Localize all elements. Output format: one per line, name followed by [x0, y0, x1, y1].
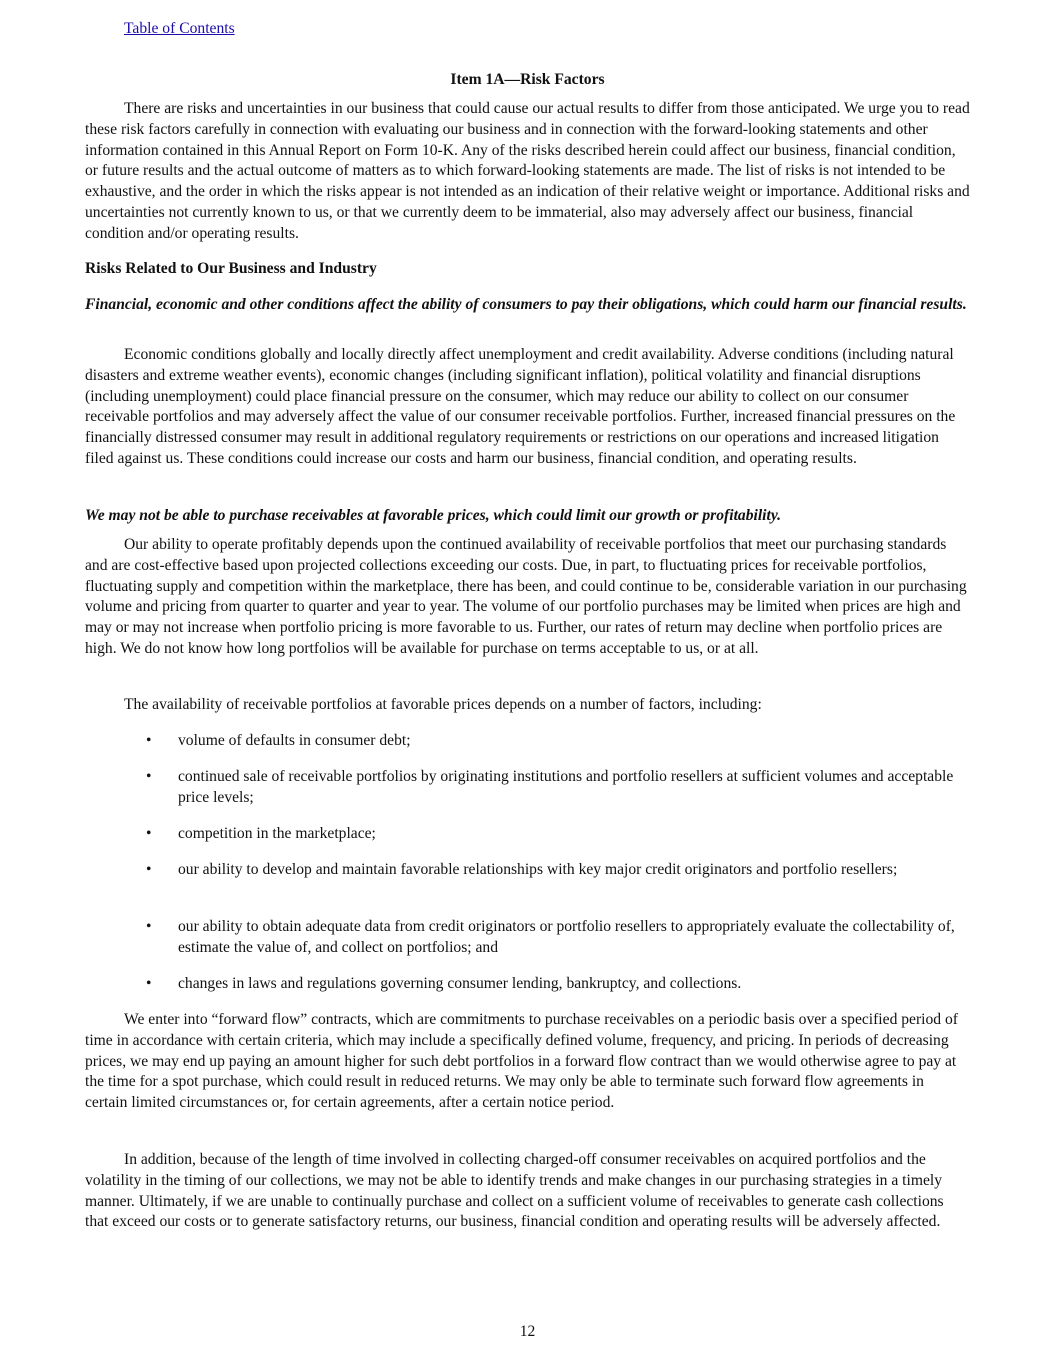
- subheading-business-industry: Risks Related to Our Business and Industry: [85, 260, 377, 277]
- factors-intro: The availability of receivable portfolios at favorable prices depends on a number of factors, including:: [124, 696, 762, 713]
- list-item-text: our ability to obtain adequate data from credit originators or portfolio resellers to appropriately evaluate the collectability of, estimate the value of, and collect on portfolios; and: [178, 918, 955, 956]
- list-item-text: volume of defaults in consumer debt;: [178, 732, 411, 749]
- list-item: [85, 974, 970, 995]
- table-of-contents-link[interactable]: Table of Contents: [124, 20, 235, 37]
- bullet-icon: •: [146, 861, 152, 878]
- bullet-icon: •: [146, 975, 152, 992]
- bullet-icon: •: [146, 768, 152, 785]
- risk-heading-economic-conditions: Financial, economic and other conditions affect the ability of consumers to pay their obligations, which could harm our financial results.: [85, 296, 967, 313]
- intro-paragraph: There are risks and uncertainties in our business that could cause our actual results to differ from those anticipated. We urge you to read these risk factors carefully in connection with evaluating our business and in connection with the forward-looking statements and other information contained in this Annual Report on Form 10-K. Any of the risks described herein could affect our business, financial condition, or future results and the actual outcome of matters as to which forward-looking statements are made. The list of risks is not intended to be exhaustive, and the order in which the risks appear is not intended as an indication of their relative weight or importance. Additional risks and uncertainties not currently known to us, or that we currently deem to be immaterial, also may adversely affect our business, financial condition and/or operating results.: [85, 100, 970, 242]
- bullet-icon: •: [146, 732, 152, 749]
- list-item-text: competition in the marketplace;: [178, 825, 376, 842]
- list-item-text: our ability to develop and maintain favorable relationships with key major credit originators and portfolio resellers;: [178, 861, 898, 878]
- risk-body-economic-conditions: Economic conditions globally and locally directly affect unemployment and credit availability. Adverse conditions (including natural disasters and extreme weather events), economic changes (including significant inflation), political volatility and financial disruptions (including unemployment) could place financial pressure on the consumer, which may reduce our ability to collect on our consumer receivable portfolios and may adversely affect the value of our consumer receivable portfolios. Further, increased financial pressures on the financially distressed consumer may result in additional regulatory requirements or restrictions on our operations and increased litigation filed against us. These conditions could increase our costs and harm our business, financial condition, and operating results.: [85, 346, 956, 467]
- addition-paragraph: In addition, because of the length of time involved in collecting charged-off consumer receivables on acquired portfolios and the volatility in the timing of our collections, we may not be able to identify trends and make changes in our purchasing strategies in a timely manner. Ultimately, if we are unable to continually purchase and collect on a sufficient volume of receivables to generate cash collections that exceed our costs or to generate satisfactory returns, our business, financial condition and operating results will be adversely affected.: [85, 1151, 944, 1231]
- forward-flow-paragraph: We enter into “forward flow” contracts, which are commitments to purchase receivables on a periodic basis over a specified period of time in accordance with certain criteria, which may include a specifically defined volume, frequency, and pricing. In periods of decreasing prices, we may end up paying an amount higher for such debt portfolios in a forward flow contract than we would otherwise agree to pay at the time for a spot purchase, which could result in reduced returns. We may only be able to terminate such forward flow agreements in certain limited circumstances or, for certain agreements, after a certain notice period.: [85, 1011, 958, 1112]
- list-item: [85, 767, 970, 809]
- list-item: [85, 731, 970, 752]
- section-title: Item 1A—Risk Factors: [450, 71, 605, 88]
- bullet-icon: •: [146, 918, 152, 935]
- bullet-icon: •: [146, 825, 152, 842]
- risk-heading-purchase-receivables: We may not be able to purchase receivables at favorable prices, which could limit our growth or profitability.: [85, 507, 782, 524]
- list-item: [85, 917, 970, 959]
- list-item-text: changes in laws and regulations governing consumer lending, bankruptcy, and collections.: [178, 975, 742, 992]
- list-item: [85, 860, 970, 881]
- list-item: [85, 824, 970, 845]
- risk-body-purchase-receivables: Our ability to operate profitably depends upon the continued availability of receivable portfolios that meet our purchasing standards and are cost-effective based upon projected collections exceeding our costs. Due, in part, to fluctuating prices for receivable portfolios, fluctuating supply and competition within the marketplace, there has been, and could continue to be, considerable variation in our purchasing volume and pricing from quarter to quarter and year to year. The volume of our portfolio purchases may be limited when prices are high and may or may not increase when portfolio pricing is more favorable to us. Further, our rates of return may decline when portfolio prices are high. We do not know how long portfolios will be available for purchase on terms acceptable to us, or at all.: [85, 536, 967, 657]
- page-number: 12: [519, 1323, 536, 1340]
- list-item-text: continued sale of receivable portfolios by originating institutions and portfolio resellers at sufficient volumes and acceptable price levels;: [178, 768, 954, 806]
